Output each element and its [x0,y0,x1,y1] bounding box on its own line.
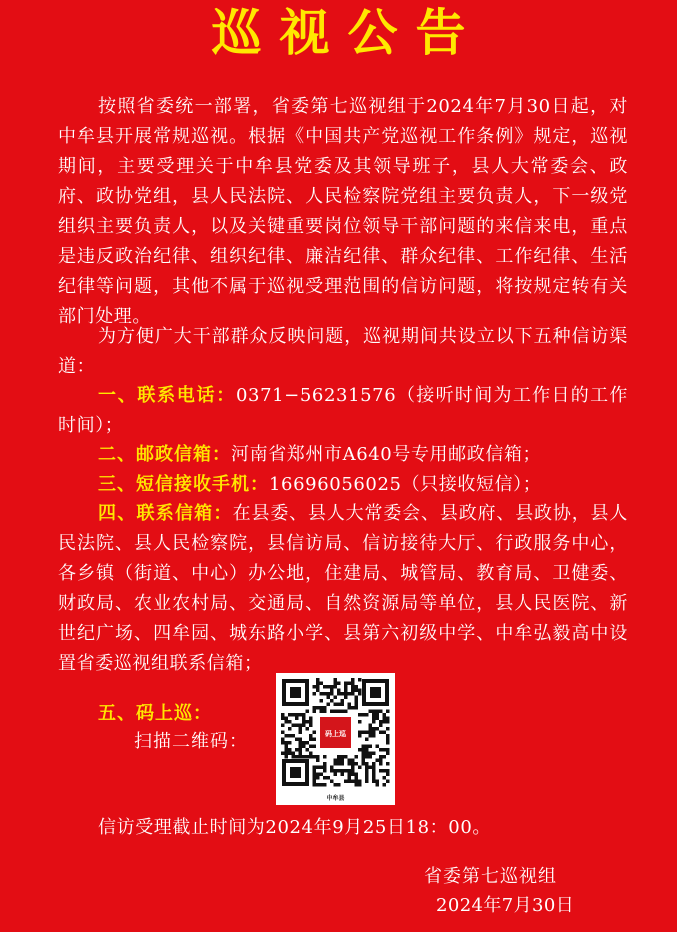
channel-sms-label: 三、短信接收手机： [98,474,269,495]
channels-intro-paragraph: 为方便广大干部群众反映问题，巡视期间共设立以下五种信访渠道： [58,326,628,377]
channel-qr-text: 扫描二维码： [134,731,248,752]
deadline-text: 信访受理截止时间为2024年9月25日18：00。 [98,817,491,838]
channel-sms-text: 16696056025（只接收短信）； [269,474,542,495]
notice-title: 巡视公告 [211,3,484,62]
intro-paragraph: 按照省委统一部署，省委第七巡视组于2024年7月30日起，对中牟县开展常规巡视。根据《中国共产党巡视工作条例》规定，巡视期间，主要受理关于中牟县党委及其领导班子，县人大常委会、政府、政协党组，县人民法院、人民检察院党组主要负责人，下一级党组织主要负责人，以及关键重要岗位领导干部问题的来信来电，重点是违反政治纪律、组织纪律、廉洁纪律、群众纪律、工作纪律、生活纪律等问题，其他不属于巡视受理范围的信访问题，将按规定转有关部门处理。 [58,96,628,327]
channel-qr-label: 五、码上巡： [98,703,212,724]
qr-center-label: 码上巡 [325,730,346,738]
signature-org: 省委第七巡视组 [424,866,557,887]
channel-postbox-text: 河南省郑州市A640号专用邮政信箱； [231,444,542,465]
channel-mailbox-label: 四、联系信箱： [98,503,233,524]
qr-caption: 中牟县 [326,795,345,802]
channel-mailbox [58,499,628,679]
qr-code-card[interactable] [276,673,395,805]
signature-date: 2024年7月30日 [436,895,575,916]
channel-mailbox-text: 在县委、县人大常委会、县政府、县政协，县人民法院、县人民检察院，县信访局、信访接待大厅、行政服务中心，各乡镇（街道、中心）办公地，住建局、城管局、教育局、卫健委、财政局、农业农村局、交通局、自然资源局等单位，县人民医院、新世纪广场、四牟园、城东路小学、县第六初级中学、中牟弘毅高中设置省委巡视组联系信箱； [58,503,628,674]
channel-phone [58,381,628,441]
qr-code-icon[interactable] [276,673,395,792]
channel-postbox-label: 二、邮政信箱： [98,444,231,465]
channel-phone-label: 一、联系电话： [98,385,236,406]
channel-sms [58,470,628,500]
channel-phone-text: 0371−56231576（接听时间为工作日的工作时间）； [58,385,628,436]
channel-postbox [58,440,628,470]
